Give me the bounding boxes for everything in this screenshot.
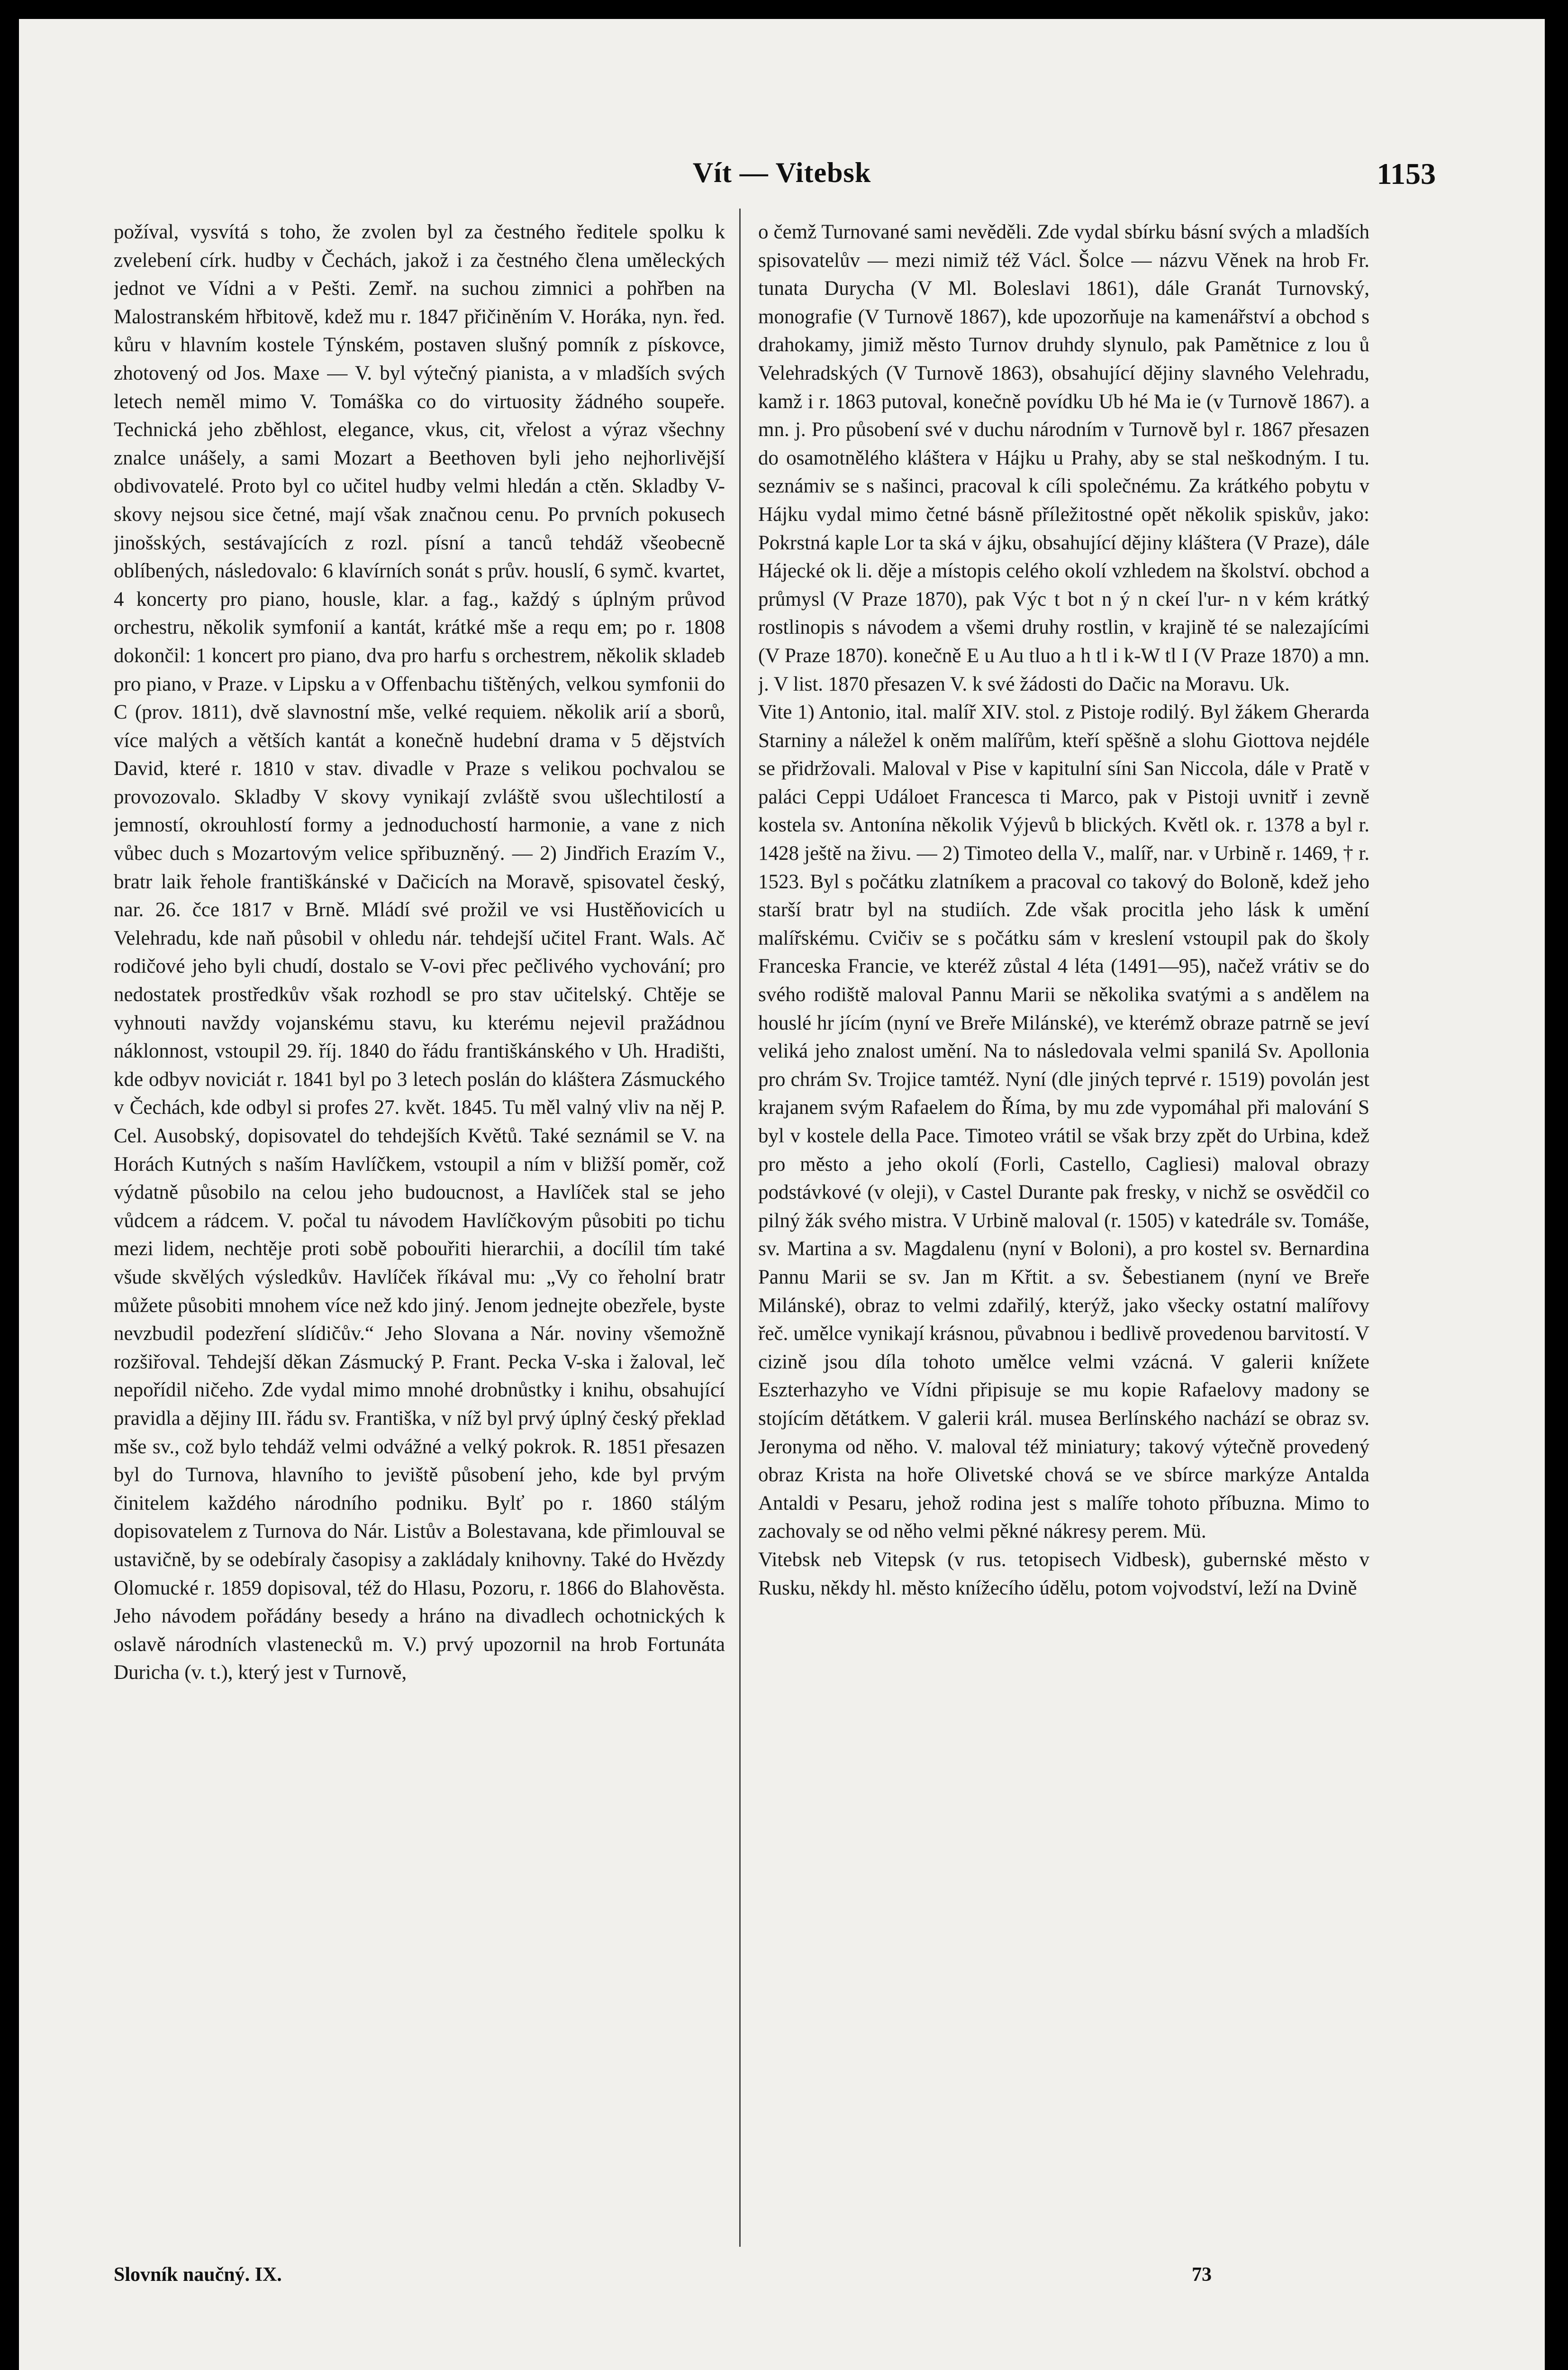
page-number: 1153: [1377, 157, 1436, 191]
page: [19, 19, 1545, 2370]
publication-title: Slovník naučný. IX.: [114, 2264, 282, 2286]
left-column-paragraph: požíval, vysvítá s toho, že zvolen byl za čestného ředitele spolku k zvelebení círk. hudby v Čechách, jakož i za čestného člena uměleckých jednot ve Vídni a v Pešti. Zemř. na suchou zimnici a pohřben na Malostranském hřbitově, kdež mu r. 1847 přičiněním V. Horáka, nyn. řed. kůru v hlavním kostele Týnském, postaven slušný pomník z pískovce, zhotovený od Jos. Maxe — V. byl výtečný pianista, a v mladších svých letech neměl mimo V. Tomáška co do virtuosity žádného soupeře. Technická jeho zběhlost, elegance, vkus, cit, vřelost a výraz všechny znalce unášely, a sami Mozart a Beethoven byli jeho nejhorlivější obdivovatelé. Proto byl co učitel hudby velmi hledán a ctěn. Skladby V-skovy nejsou sice četné, mají však značnou cenu. Po prvních pokusech jinošských, sestávajících z rozl. písní a tanců tehdáž všeobecně oblíbených, následovalo: 6 klavírních sonát s prův. houslí, 6 symč. kvartet, 4 koncerty pro piano, housle, klar. a fag., každý s úplným průvod orchestru, několik symfonií a kantát, krátké mše a requ em; po r. 1808 dokončil: 1 koncert pro piano, dva pro harfu s orchestrem, několik skladeb pro piano, v Praze. v Lipsku a v Offenbachu tištěných, velkou symfonii do C (prov. 1811), dvě slavnostní mše, velké requiem. několik arií a sborů, více malých a větších kantát a konečně hudební drama v 5 dějstvích David, které r. 1810 v stav. divadle v Praze s velikou pochvalou se provozovalo. Skladby V skovy vynikají zvláště svou ušlechtilostí a jemností, okrouhlostí formy a jednoduchostí harmonie, a vane z nich vůbec duch s Mozartovým velice spřibuzněný. — 2) Jindřich Erazím V., bratr laik řehole františkánské v Dačicích na Moravě, spisovatel český, nar. 26. čce 1817 v Brně. Mládí své prožil ve vsi Hustěňovicích u Velehradu, kde naň působil v ohledu nár. tehdejší učitel Frant. Wals. Ač rodičové jeho byli chudí, dostalo se V-ovi přec pečlivého vychování; pro nedostatek prostředkův však rozhodl se pro stav učitelský. Chtěje se vyhnouti navždy vojanskému stavu, ku kterému nejevil pražádnou náklonnost, vstoupil 29. říj. 1840 do řádu františkánského v Uh. Hradišti, kde odbyv noviciát r. 1841 byl po 3 letech poslán do kláštera Zásmuckého v Čechách, kde odbyl si profes 27. květ. 1845. Tu měl valný vliv na něj P. Cel. Ausobský, dopisovatel do tehdejších Květů. Také seznámil se V. na Horách Kutných s naším Havlíčkem, vstoupil a ním v bližší poměr, což výdatně působilo na celou jeho budoucnost, a Havlíček stal se jeho vůdcem a rádcem. V. počal tu návodem Havlíčkovým působiti po tichu mezi lidem, nechtěje proti sobě pobouřiti hierarchii, a docílil tím také všude skvělých výsledkův. Havlíček říkával mu: „Vy co řeholní bratr můžete působiti mnohem více než kdo jiný. Jenom jednejte obezřele, byste nevzbudil podezření slídičův.“ Jeho Slovana a Nár. noviny všemožně rozšiřoval. Tehdejší děkan Zásmucký P. Frant. Pecka V-ska i žaloval, leč nepořídil ničeho. Zde vydal mimo mnohé drobnůstky i knihu, obsahující pravidla a dějiny III. řádu sv. Františka, v níž byl prvý úplný český překlad mše sv., což bylo tehdáž velmi odvážné a velký pokrok. R. 1851 přesazen byl do Turnova, hlavního to jeviště působení jeho, kde byl prvým činitelem každého národního podniku. Bylť po r. 1860 stálým dopisovatelem z Turnova do Nár. Listův a Bolestavana, kde přimlouval se ustavičně, by se odebíraly časopisy a zakládaly knihovny. Také do Hvězdy Olomucké r. 1859 dopisoval, též do Hlasu, Pozoru, r. 1866 do Blahověsta. Jeho návodem pořádány besedy a hráno na divadlech ochotnických k oslavě národních vlastenecků m. V.) prvý upozornil na hrob Fortunáta Duricha (v. t.), který jest v Turnově,: [114, 221, 725, 1684]
column-divider: [739, 209, 741, 2247]
signature-mark: 73: [1192, 2264, 1212, 2286]
right-column-paragraph-3: Vitebsk neb Vitepsk (v rus. tetopisech Vidbesk), gubernské město v Rusku, někdy hl. město knížecího údělu, potom vojvodství, leží na Dvině: [758, 1548, 1369, 1599]
text-columns: [19, 218, 1545, 2247]
right-column: [758, 218, 1369, 2247]
right-column-paragraph-2: Vite 1) Antonio, ital. malíř XIV. stol. z Pistoje rodilý. Byl žákem Gherarda Starniny a náležel k oněm malířům, kteří spěšně a slohu Giottova nejdéle se přidržovali. Maloval v Pise v kapitulní síni San Niccola, dále v Pratě v paláci Ceppi Událoet Francesca ti Marco, pak v Pistoji uvnitř i zevně kostela sv. Antonína několik Výjevů b blických. Květl ok. r. 1378 a byl r. 1428 ještě na živu. — 2) Timoteo della V., malíř, nar. v Urbině r. 1469, † r. 1523. Byl s počátku zlatníkem a pracoval co takový do Boloně, kdež jeho starší bratr byl na studiích. Zde však procitla jeho lásk k umění malířskému. Cvičiv se s počátku sám v kreslení vstoupil pak do školy Franceska Francie, ve kteréž zůstal 4 léta (1491—95), načež vrátiv se do svého rodiště maloval Pannu Marii se několika svatými a s andělem na houslé hr jícím (nyní ve Breře Milánské), ve kterémž obraze patrně se jeví veliká jeho znalost umění. Na to následovala velmi spanilá Sv. Apollonia pro chrám Sv. Trojice tamtéž. Nyní (dle jiných teprvé r. 1519) povolán jest krajanem svým Rafaelem do Říma, by mu zde vypomáhal při malování S byl v kostele della Pace. Timoteo vrátil se však brzy zpět do Urbina, kdež pro město a jeho okolí (Forli, Castello, Cagliesi) maloval obrazy podstávkové (v oleji), v Castel Durante pak fresky, v nichž se osvědčil co pilný žák svého mistra. V Urbině maloval (r. 1505) v katedrále sv. Tomáše, sv. Martina a sv. Magdalenu (nyní v Boloni), a pro kostel sv. Bernardina Pannu Marii se sv. Jan m Křtit. a sv. Šebestianem (nyní ve Breře Milánské), obraz to velmi zdařilý, kterýž, jako všecky ostatní malířovy řeč. umělce vynikají krásnou, půvabnou i bedlivě provedenou barvitostí. V cizině jsou díla tohoto umělce velmi vzácná. V galerii knížete Eszterhazyho ve Vídni připisuje se mu kopie Rafaelovy madony se stojícím dětátkem. V galerii král. musea Berlínského nachází se obraz sv. Jeronyma od něho. V. maloval též miniatury; takový výtečně provedený obraz Krista na hoře Olivetské chová se ve sbírce markýze Antalda Antaldi v Pesaru, jehož rodina jest s malíře tohoto příbuzna. Mimo to zachovaly se od něho velmi pěkné nákresy perem. Mü.: [758, 701, 1369, 1543]
right-column-paragraph-1: o čemž Turnované sami nevěděli. Zde vydal sbírku básní svých a mladších spisovatelův — mezi nimiž též Václ. Šolce — názvu Věnek na hrob Fr. tunata Durycha (V Ml. Boleslavi 1861), dále Granát Turnovský, monografie (V Turnově 1867), kde upozorňuje na kamenářství a obchod s drahokamy, jimiž město Turnov druhdy slynulo, pak Pamětnice z lou ů Velehradských (V Turnově 1863), obsahující dějiny slavného Velehradu, kamž i r. 1863 putoval, konečně povídku Ub hé Ma ie (v Turnově 1867). a mn. j. Pro působení své v duchu národním v Turnově byl r. 1867 přesazen do osamotnělého kláštera v Hájku u Prahy, aby se stal neškodným. I tu. seznámiv se s našinci, pracoval k cíli společnému. Za krátkého pobytu v Hájku vydal mimo četné básně příležitostné opět několik spiskův, jako: Pokrstná kaple Lor ta ská v ájku, obsahující dějiny kláštera (V Praze), dále Hájecké ok li. děje a místopis celého okolí vzhledem na školství. obchod a průmysl (V Praze 1870), pak Výc t bot n ý n ckeí l'ur- n v kém krátký rostlinopis s návodem a všemi druhy rostlin, v krajině té se nalezajícími (V Praze 1870). konečně E u Au tluo a h tl i k-W tl I (V Praze 1870) a mn. j. V list. 1870 přesazen V. k své žádosti do Dačic na Moravu. Uk.: [758, 221, 1369, 695]
running-head: Vít — Vitebsk: [692, 157, 871, 188]
page-header: [19, 147, 1545, 199]
page-footer: [19, 2259, 1545, 2297]
left-column: [114, 218, 725, 2247]
